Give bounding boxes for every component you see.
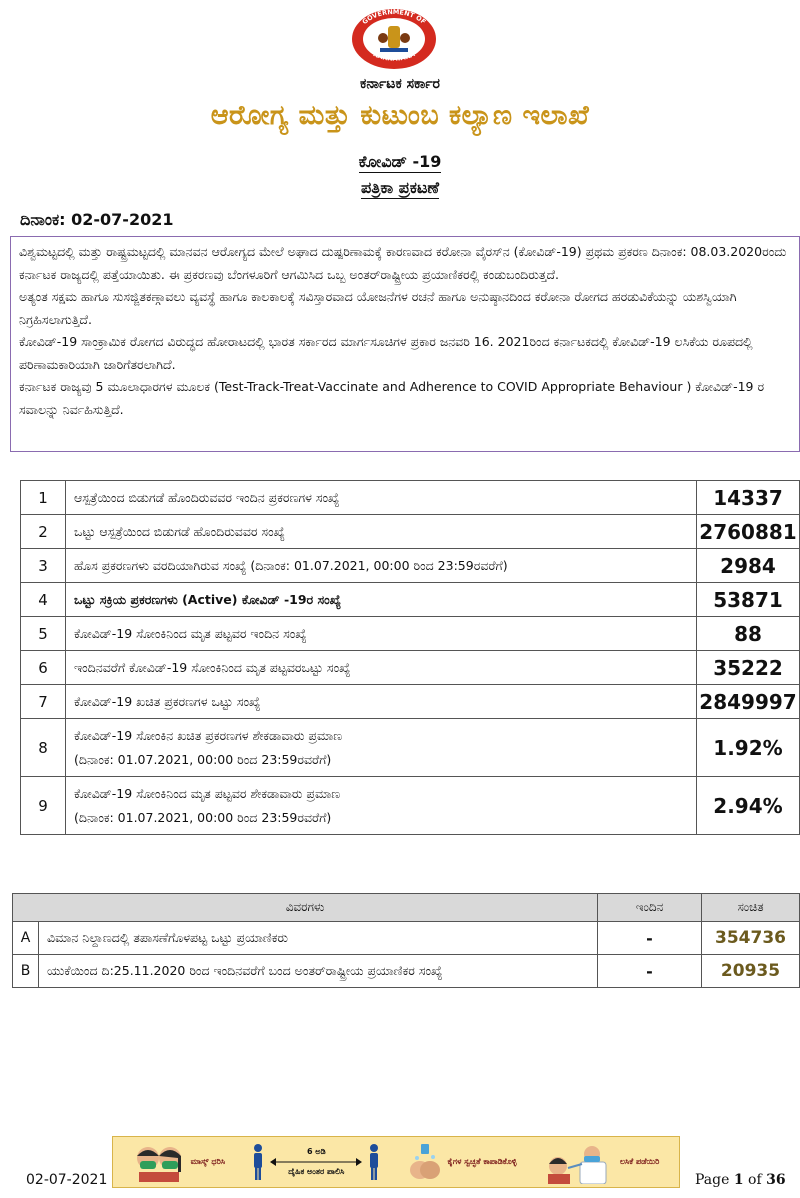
bulletin-date: ದಿನಾಂಕ: 02-07-2021 — [20, 210, 174, 229]
row-number: 5 — [21, 617, 66, 651]
row-value: 2.94% — [697, 777, 800, 835]
header-cumulative: ಸಂಚಿತ — [702, 894, 800, 922]
emblem-ring-top: GOVERNMENT OF — [360, 8, 428, 27]
person-icon — [368, 1143, 380, 1181]
row-label: ಕೋವಿಡ್-19 ಖಚಿತ ಪ್ರಕರಣಗಳ ಒಟ್ಟು ಸಂಖ್ಯೆ — [66, 685, 697, 719]
intro-paragraph-4: ಕರ್ನಾಟಕ ರಾಜ್ಯವು 5 ಮೂಲಾಧಾರಗಳ ಮೂಲಕ (Test-Track-Treat-Vaccinate and Adherence to COVID Appropriate Behaviour ) ಕೋವಿಡ್-19 ರ ಸವಾಲನ್ನು ನಿರ್ವಹಿಸುತ್ತಿದೆ. — [19, 379, 765, 417]
row-value: 1.92% — [697, 719, 800, 777]
table-header-row — [13, 894, 800, 922]
page-indicator — [695, 1172, 786, 1188]
emblem-ring-bottom: KARNATAKA — [371, 50, 417, 63]
table-row — [13, 922, 800, 955]
row-label: ಒಟ್ಟು ಆಸ್ಪತ್ರೆಯಿಂದ ಬಿಡುಗಡೆ ಹೊಂದಿರುವವರ ಸಂಖ್ಯೆ — [66, 515, 697, 549]
row-label: ಕೋವಿಡ್-19 ಸೋಂಕಿನಿಂದ ಮೃತ ಪಟ್ಟವರ ಶೇಕಡಾವಾರು ಪ್ರಮಾಣ — [74, 785, 341, 801]
mask-segment — [133, 1142, 225, 1182]
row-label: ಒಟ್ಟು ಸಕ್ರಿಯ ಪ್ರಕರಣಗಳು (Active) ಕೋವಿಡ್ -19ರ ಸಂಖ್ಯೆ — [66, 583, 697, 617]
double-arrow-icon — [270, 1157, 362, 1167]
row-value: 35222 — [697, 651, 800, 685]
table-row — [21, 515, 800, 549]
row-value: 2760881 — [697, 515, 800, 549]
vaccine-caption: ಲಸಿಕೆ ಪಡೆಯಿರಿ — [619, 1157, 660, 1166]
department-title: ಆರೋಗ್ಯ ಮತ್ತು ಕುಟುಂಬ ಕಲ್ಯಾಣ ಇಲಾಖೆ — [210, 100, 590, 131]
person-icon — [252, 1143, 264, 1181]
row-value: 88 — [697, 617, 800, 651]
table-row — [21, 481, 800, 515]
table-row — [21, 685, 800, 719]
row-value: 2849997 — [697, 685, 800, 719]
intro-paragraph-2: ಅತ್ಯಂತ ಸಕ್ಷಮ ಹಾಗೂ ಸುಸಜ್ಜಿತಕಣ್ಗಾವಲು ವ್ಯವಸ್ಥೆ ಹಾಗೂ ಕಾಲಕಾಲಕ್ಕೆ ಸವಿಸ್ತಾರವಾದ ಯೋಜನೆಗಳ ರಚನೆ ಹಾಗೂ ಅನುಷ್ಠಾನದಿಂದ ಕರೋನಾ ರೋಗದ ಹರಡುವಿಕೆಯನ್ನು ಯಶಸ್ವಿಯಾಗಿ ನಿಗ್ರಹಿಸಲಾಗುತ್ತಿದೆ. — [19, 289, 737, 327]
row-number: 3 — [21, 549, 66, 583]
handwash-caption: ಕೈಗಳ ಸ್ವಚ್ಛತೆ ಕಾಪಾಡಿಕೊಳ್ಳಿ — [447, 1157, 517, 1166]
row-value: 2984 — [697, 549, 800, 583]
mask-caption: ಮಾಸ್ಕ್ ಧರಿಸಿ — [190, 1157, 226, 1166]
covid-stats-table — [20, 480, 800, 835]
row-value: 53871 — [697, 583, 800, 617]
page-prefix: Page — [695, 1172, 730, 1188]
intro-paragraph-3: ಕೋವಿಡ್-19 ಸಾಂಕ್ರಾಮಿಕ ರೋಗದ ವಿರುದ್ಧದ ಹೋರಾಟದಲ್ಲಿ ಭಾರತ ಸರ್ಕಾರದ ಮಾರ್ಗಸೂಚಿಗಳ ಪ್ರಕಾರ ಜನವರಿ 16. 2021ರಿಂದ ಕರ್ನಾಟಕದಲ್ಲಿ ಕೋವಿಡ್-19 ಲಸಿಕೆಯ ರೂಪದಲ್ಲಿ ಪರಿಣಾಮಕಾರಿಯಾಗಿ ಜಾರಿಗೆತರಲಾಗಿದೆ. — [19, 334, 753, 372]
page-total: 36 — [766, 1172, 786, 1188]
header-today: ಇಂದಿನ — [598, 894, 702, 922]
intro-paragraph-1: ವಿಶ್ವಮಟ್ಟದಲ್ಲಿ ಮತ್ತು ರಾಷ್ಟ್ರಮಟ್ಟದಲ್ಲಿ ಮಾನವನ ಆರೋಗ್ಯದ ಮೇಲೆ ಅಘಾದ ದುಷ್ಪರಿಣಾಮಕ್ಕೆ ಕಾರಣವಾದ ಕರೋನಾ ವೈರಸ್‌ನ (ಕೋವಿಡ್-19) ಪ್ರಥಮ ಪ್ರಕರಣ ದಿನಾಂಕ: 08.03.2020ರಂದು ಕರ್ನಾಟಕ ರಾಜ್ಯದಲ್ಲಿ ಪತ್ತೆಯಾಯಿತು. ಈ ಪ್ರಕರಣವು ಬೆಂಗಳೂರಿಗೆ ಆಗಮಿಸಿದ ಒಬ್ಬ ಅಂತರ್‌ರಾಷ್ಟ್ರೀಯ ಪ್ರಯಾಣಿಕರಲ್ಲಿ ಕಂಡುಬಂದಿರುತ್ತದೆ. — [19, 244, 787, 282]
row-number: 6 — [21, 651, 66, 685]
row-label-cell — [66, 777, 697, 835]
row-today: - — [598, 955, 702, 988]
row-label: ಇಂದಿನವರೆಗೆ ಕೋವಿಡ್-19 ಸೋಂಕಿನಿಂದ ಮೃತ ಪಟ್ಟವರಒಟ್ಟು ಸಂಖ್ಯೆ — [66, 651, 697, 685]
row-label-cell — [66, 719, 697, 777]
travel-screening-table — [12, 893, 800, 988]
hand-wash-icon — [408, 1142, 442, 1182]
row-label: ವಿಮಾನ ನಿಲ್ದಾಣದಲ್ಲಿ ತಪಾಸಣೆಗೊಳಪಟ್ಟ ಒಟ್ಟು ಪ್ರಯಾಣಿಕರು — [39, 922, 598, 955]
table-row — [21, 549, 800, 583]
distance-segment — [252, 1143, 380, 1181]
masked-faces-icon — [133, 1142, 185, 1182]
row-label: ಆಸ್ಪತ್ರೆಯಿಂದ ಬಿಡುಗಡೆ ಹೊಂದಿರುವವರ ಇಂದಿನ ಪ್ರಕರಣಗಳ ಸಂಖ್ಯೆ — [66, 481, 697, 515]
row-number: 2 — [21, 515, 66, 549]
row-value: 14337 — [697, 481, 800, 515]
government-name: ಕರ್ನಾಟಕ ಸರ್ಕಾರ — [360, 76, 440, 92]
header-details: ವಿವರಗಳು — [13, 894, 598, 922]
row-label-date: (ದಿನಾಂಕ: 01.07.2021, 00:00 ರಿಂದ 23:59ರವರೆಗೆ) — [74, 751, 332, 767]
table-row — [21, 617, 800, 651]
bulletin-title — [0, 178, 800, 198]
distance-top-text: 6 ಅಡಿ — [306, 1147, 326, 1156]
intro-box — [10, 236, 800, 452]
row-label: ಯುಕೆಯಿಂದ ದಿ:25.11.2020 ರಿಂದ ಇಂದಿನವರೆಗೆ ಬಂದ ಅಂತರ್‌ರಾಷ್ಟ್ರೀಯ ಪ್ರಯಾಣಿಕರ ಸಂಖ್ಯೆ — [39, 955, 598, 988]
table-row — [21, 583, 800, 617]
footer-date: 02-07-2021 — [26, 1172, 108, 1188]
row-today: - — [598, 922, 702, 955]
row-cumulative: 354736 — [702, 922, 800, 955]
row-number: 9 — [21, 777, 66, 835]
row-label: ಕೋವಿಡ್-19 ಸೋಂಕಿನ ಖಚಿತ ಪ್ರಕರಣಗಳ ಶೇಕಡಾವಾರು ಪ್ರಮಾಣ — [74, 727, 343, 743]
distance-caption — [270, 1147, 362, 1177]
table-row — [21, 651, 800, 685]
table-row — [13, 955, 800, 988]
bulletin-title-text: ಪತ್ರಿಕಾ ಪ್ರಕಟಣೆ — [360, 178, 440, 197]
row-cumulative: 20935 — [702, 955, 800, 988]
row-label: ಕೋವಿಡ್-19 ಸೋಂಕಿನಿಂದ ಮೃತ ಪಟ್ಟವರ ಇಂದಿನ ಸಂಖ್ಯೆ — [66, 617, 697, 651]
row-number: 7 — [21, 685, 66, 719]
page-number: 1 — [733, 1172, 744, 1188]
page-of: of — [748, 1172, 762, 1188]
handwash-segment — [408, 1142, 517, 1182]
row-number: 8 — [21, 719, 66, 777]
karnataka-emblem-icon — [350, 8, 438, 70]
vaccination-icon — [544, 1140, 614, 1184]
row-number: 4 — [21, 583, 66, 617]
row-label: ಹೊಸ ಪ್ರಕರಣಗಳು ವರದಿಯಾಗಿರುವ ಸಂಖ್ಯೆ (ದಿನಾಂಕ: 01.07.2021, 00:00 ರಿಂದ 23:59ರವರೆಗೆ) — [66, 549, 697, 583]
row-number: 1 — [21, 481, 66, 515]
row-key: B — [13, 955, 39, 988]
table-row — [21, 777, 800, 835]
subject-heading — [0, 152, 800, 172]
subject-text: ಕೋವಿಡ್ -19 — [358, 152, 442, 171]
table-row — [21, 719, 800, 777]
vaccine-segment — [544, 1140, 660, 1184]
covid-appropriate-behaviour-banner — [112, 1136, 680, 1188]
row-key: A — [13, 922, 39, 955]
distance-bottom-text: ದೈಹಿಕ ಅಂತರ ಪಾಲಿಸಿ — [288, 1167, 345, 1176]
row-label-date: (ದಿನಾಂಕ: 01.07.2021, 00:00 ರಿಂದ 23:59ರವರೆಗೆ) — [74, 809, 332, 825]
